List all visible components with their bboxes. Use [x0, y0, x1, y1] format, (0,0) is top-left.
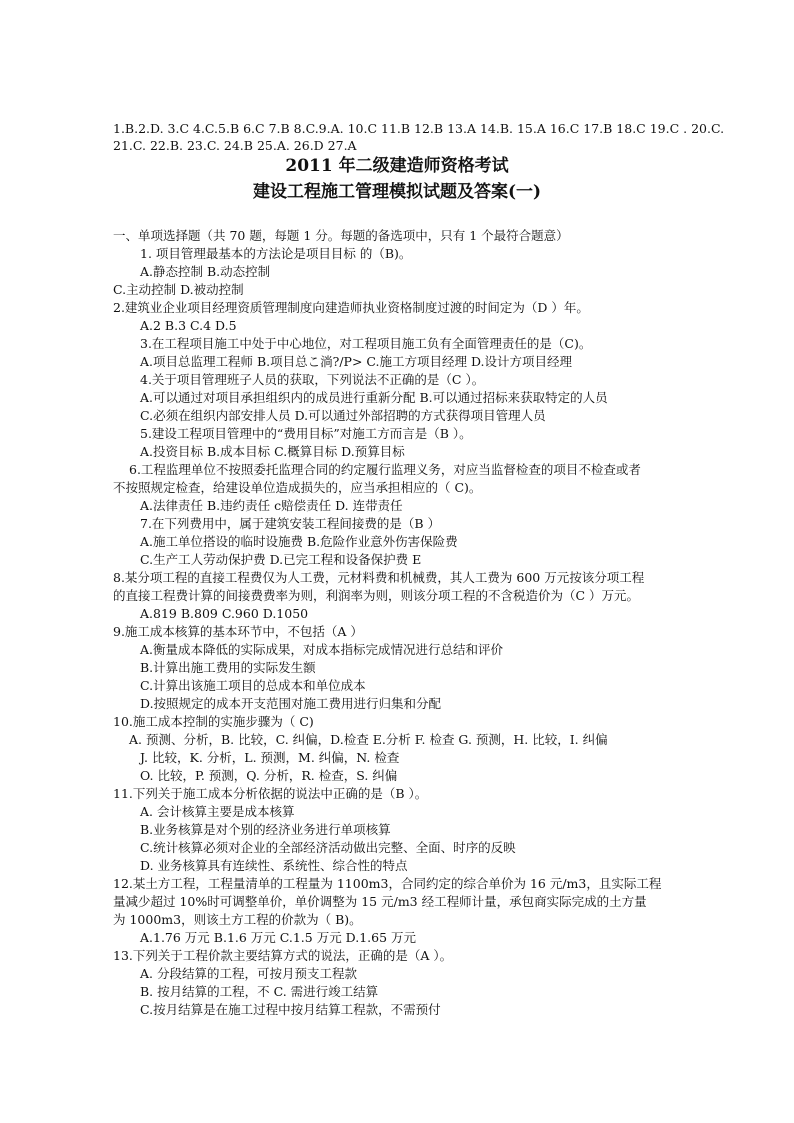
question-line: 9.施工成本核算的基本环节中，不包括（A ） [113, 624, 363, 639]
question-line: A. 预测、分析，B. 比较，C. 纠偏，D.检查 E.分析 F. 检查 G. 预测，H. 比较，I. 纠偏 [129, 732, 608, 747]
question-line: J. 比较，K. 分析，L. 预测，M. 纠偏，N. 检查 [140, 750, 400, 765]
question-line: 量减少超过 10%时可调整单价，单价调整为 15 元/m3 经工程师计量，承包商实际完成的土方量 [113, 894, 647, 909]
page-title: 2011 年二级建造师资格考试 [285, 156, 509, 176]
question-line: 4.关于项目管理班子人员的获取，下列说法不正确的是（C ）。 [140, 372, 485, 387]
question-line: A.施工单位搭设的临时设施费 B.危险作业意外伤害保险费 [140, 534, 458, 549]
question-line: 12.某土方工程，工程量清单的工程量为 1100m3，合同约定的综合单价为 16 元/m3，且实际工程 [113, 876, 662, 891]
question-line: C.必须在组织内部安排人员 D.可以通过外部招聘的方式获得项目管理人员 [140, 408, 546, 423]
question-line: C.按月结算是在施工过程中按月结算工程款，不需预付 [140, 1002, 441, 1017]
question-line: A. 会计核算主要是成本核算 [140, 804, 295, 819]
section-heading: 一、单项选择题（共 70 题，每题 1 分。每题的备选项中，只有 1 个最符合题意） [113, 228, 569, 243]
question-line: A.投资目标 B.成本目标 C.概算目标 D.预算目标 [140, 444, 405, 459]
question-line: A.法律责任 B.违约责任 c赔偿责任 D. 连带责任 [140, 498, 403, 513]
question-line: 为 1000m3，则该土方工程的价款为（ B)。 [113, 912, 362, 927]
answer-key-line-2: 21.C. 22.B. 23.C. 24.B 25.A. 26.D 27.A [113, 138, 357, 153]
question-line: B.业务核算是对个别的经济业务进行单项核算 [140, 822, 391, 837]
question-line: 13.下列关于工程价款主要结算方式的说法，正确的是（A ）。 [113, 948, 453, 963]
question-line: 6.工程监理单位不按照委托监理合同的约定履行监理义务，对应当监督检查的项目不检查或者 [129, 462, 641, 477]
question-line: 3.在工程项目施工中处于中心地位，对工程项目施工负有全面管理责任的是（C)。 [140, 336, 592, 351]
question-line: C.主动控制 D.被动控制 [113, 282, 244, 297]
question-line: A.2 B.3 C.4 D.5 [140, 318, 237, 333]
question-line: A.可以通过对项目承担组织内的成员进行重新分配 B.可以通过招标来获取特定的人员 [140, 390, 608, 405]
question-line: D.按照规定的成本开支范围对施工费用进行归集和分配 [140, 696, 442, 711]
answer-key-line-1: 1.B.2.D. 3.C 4.C.5.B 6.C 7.B 8.C.9.A. 10.C 11.B 12.B 13.A 14.B. 15.A 16.C 17.B 18.C 19.C . 20.C. [113, 121, 725, 136]
question-line: 10.施工成本控制的实施步骤为（ C) [113, 714, 314, 729]
page-subtitle: 建设工程施工管理模拟试题及答案(一) [252, 182, 542, 202]
question-line: A. 分段结算的工程，可按月预支工程款 [140, 966, 357, 981]
question-line: A.静态控制 B.动态控制 [140, 264, 271, 279]
question-line: A.1.76 万元 B.1.6 万元 C.1.5 万元 D.1.65 万元 [140, 930, 417, 945]
question-line: 1. 项目管理最基本的方法论是项目目标 的（B)。 [140, 246, 412, 261]
question-line: D. 业务核算具有连续性、系统性、综合性的特点 [140, 858, 408, 873]
question-line: C.生产工人劳动保护费 D.已完工程和设备保护费 E [140, 552, 422, 567]
question-line: C.计算出该施工项目的总成本和单位成本 [140, 678, 366, 693]
question-line: 8.某分项工程的直接工程费仅为人工费，元材料费和机械费，其人工费为 600 万元按该分项工程 [113, 570, 645, 585]
question-line: O. 比较，P. 预测，Q. 分析，R. 检查，S. 纠偏 [140, 768, 398, 783]
question-line: 7.在下列费用中，属于建筑安装工程间接费的是（B ） [140, 516, 441, 531]
question-line: 的直接工程费计算的间接费费率为则，利润率为则，则该分项工程的不含税造价为（C ）万元。 [113, 588, 640, 603]
question-line: C.统计核算必须对企业的全部经济活动做出完整、全面、时序的反映 [140, 840, 516, 855]
question-line: 5.建设工程项目管理中的“费用目标”对施工方而言是（B ）。 [140, 426, 472, 441]
question-line: 11.下列关于施工成本分析依据的说法中正确的是（B ）。 [113, 786, 428, 801]
question-line: A.衡量成本降低的实际成果，对成本指标完成情况进行总结和评价 [140, 642, 504, 657]
question-line: A.项目总监理工程师 B.项目总こ淌?/P> C.施工方项目经理 D.设计方项目经理 [140, 354, 573, 369]
question-line: A.819 B.809 C.960 D.1050 [140, 606, 309, 621]
question-line: 2.建筑业企业项目经理资质管理制度向建造师执业资格制度过渡的时间定为（D ）年。 [113, 300, 589, 315]
question-line: 不按照规定检查，给建设单位造成损失的，应当承担相应的（ C)。 [113, 480, 482, 495]
question-line: B.计算出施工费用的实际发生额 [140, 660, 316, 675]
question-line: B. 按月结算的工程，不 C. 需进行竣工结算 [140, 984, 379, 999]
